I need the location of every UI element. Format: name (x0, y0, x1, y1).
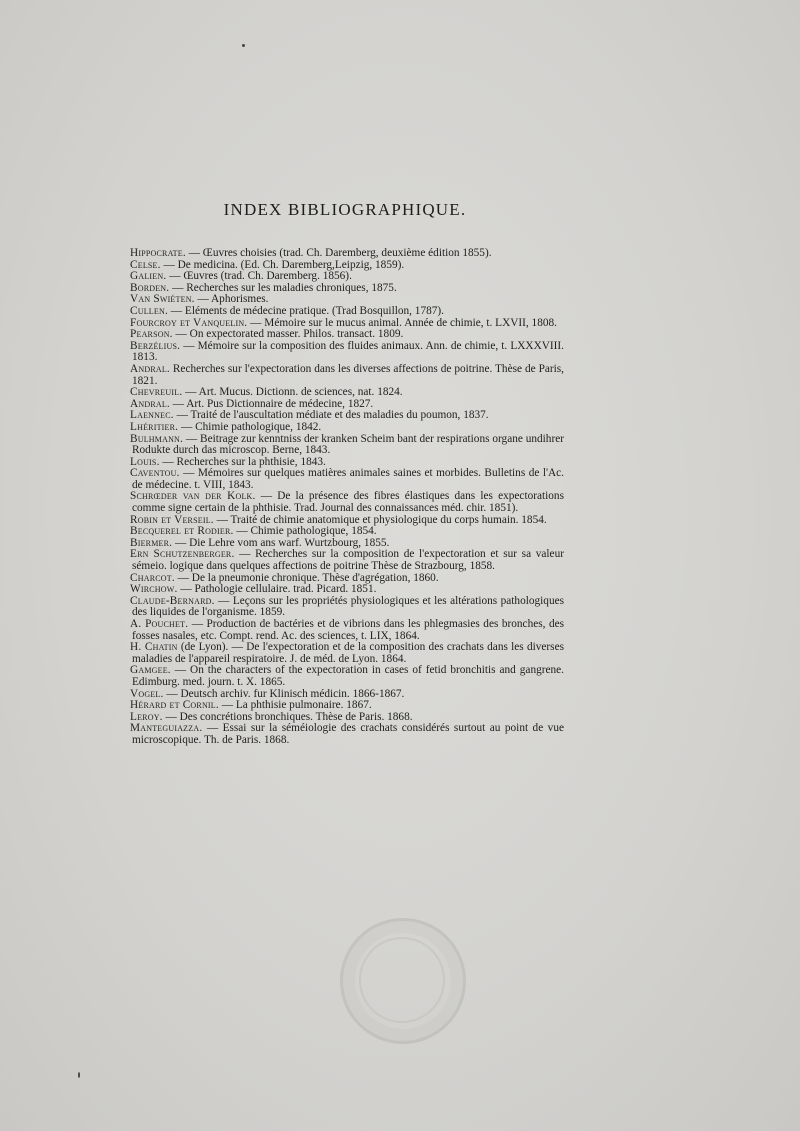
entry-description: — Die Lehre vom ans warf. Wurtzbourg, 1855. (172, 536, 390, 549)
entry-description: — Aphorismes. (194, 293, 269, 306)
entry-author: Andral. (130, 362, 170, 375)
entry-text (132, 619, 564, 642)
entry-description: — De medicina. (Ed. Ch. Daremberg,Leipzig, 1859). (160, 258, 405, 271)
entry-description: — Mémoire sur le mucus animal. Année de chimie, t. LXVII, 1808. (247, 316, 557, 329)
entry-description: Recherches sur l'expectoration dans les diverses affections de poitrine. Thèse de Paris, 1821. (132, 362, 564, 387)
bibliography-entry (132, 723, 564, 746)
entry-text (132, 364, 564, 387)
entry-description: — La phthisie pulmonaire. 1867. (218, 699, 372, 712)
entry-text (132, 549, 564, 572)
entry-description: — On expectorated masser. Philos. transact. 1809. (172, 328, 404, 341)
bibliography-entry (132, 596, 564, 619)
bibliography-entry (132, 491, 564, 514)
library-stamp-inner (359, 937, 445, 1023)
entry-description: — De la pneumonie chronique. Thèse d'agrégation, 1860. (174, 571, 439, 584)
entry-author: Celse. (130, 258, 161, 271)
entry-author: Robin et Verseil. (130, 513, 214, 526)
page-title: INDEX BIBLIOGRAPHIQUE. (223, 200, 467, 219)
entry-description: — Production de bactéries et de vibrions dans les phlegmasies des bronches, des fosses nasales, etc. Compt. rend. Ac. des sciences, t. LIX, 1864. (132, 618, 565, 642)
bibliography-entry (132, 364, 564, 387)
entry-description: — Art. Mucus. Dictionn. de sciences, nat. 1824. (182, 386, 403, 399)
entry-text (132, 468, 564, 491)
bibliography-entry (132, 468, 564, 491)
entry-author: Biermer. (130, 536, 173, 549)
entry-author: Hérard et Cornil. (130, 699, 219, 712)
entry-description: — Chimie pathologique, 1842. (178, 420, 322, 433)
entry-author: Louis. (130, 455, 160, 468)
entry-description: — Mémoire sur la composition des fluides animaux. Ann. de chimie, t. LXXXVIII. 1813. (132, 339, 564, 364)
entry-author: Leroy. (130, 710, 163, 723)
entry-description: — Deutsch archiv. fur Klinisch médicin. 1866-1867. (163, 687, 405, 700)
entry-description: — Essai sur la séméiologie des crachats considérés surtout au point de vue microscopique. Th. de Paris. 1868. (132, 722, 564, 746)
entry-description: — Recherches sur les maladies chroniques, 1875. (169, 281, 397, 294)
entry-author: Pearson. (130, 328, 173, 341)
entry-author: Ern Schutzenberger. (130, 548, 235, 561)
entry-text (132, 596, 564, 619)
ink-speck (242, 44, 245, 47)
bibliography-list (132, 248, 564, 747)
bibliography-entry (132, 665, 564, 688)
bibliography-entry (132, 619, 564, 642)
entry-description: — Chimie pathologique, 1854. (233, 525, 377, 538)
entry-text (132, 642, 564, 665)
bibliography-entry (132, 549, 564, 572)
entry-author: Claude-Bernard. (130, 594, 215, 607)
entry-description: — Œuvres (trad. Ch. Daremberg. 1856). (166, 270, 352, 283)
entry-description: — Eléments de médecine pratique. (Trad Bosquillon, 1787). (167, 304, 444, 317)
entry-author: A. Pouchet. (130, 618, 189, 630)
entry-text (132, 491, 564, 514)
entry-author: Gamgee. (130, 664, 171, 677)
entry-author: Vogel. (130, 687, 164, 700)
entry-author: Berzélius. (130, 339, 181, 352)
entry-author: Borden. (130, 281, 170, 294)
entry-description: — Mémoires sur quelques matières animales saines et morbides. Bulletins de l'Ac. de médecine. t. VIII, 1843. (132, 467, 564, 491)
entry-author: Manteguiazza. (130, 722, 203, 735)
entry-description: — De la présence des fibres élastiques dans les expectorations comme signe certain de la phthisie. Trad. Journal des connaissances méd. chir. 1851). (132, 490, 564, 515)
entry-description: — Recherches sur la composition de l'expectoration et sur sa valeur sémeio. logique dans quelques affections de poitrine Thèse de Strazbourg, 1858. (132, 548, 564, 573)
entry-author: Laennec. (130, 409, 174, 422)
bibliography-entry (132, 341, 564, 364)
entry-author: Lhéritier. (130, 420, 179, 433)
entry-author: Caventou. (130, 467, 180, 480)
entry-author: Schrœder van der Kolk. (130, 490, 256, 503)
entry-description: — Leçons sur les propriétés physiologiques et les altérations pathologiques des liquides de l'organisme. 1859. (132, 594, 564, 619)
entry-description: — Œuvres choisies (trad. Ch. Daremberg, deuxième édition 1855). (185, 247, 492, 259)
entry-author: Hippocrate. (130, 247, 186, 259)
entry-description: (de Lyon). — De l'expectoration et de la composition des crachats dans les diverses maladies de l'appareil respiratoire. J. de méd. de Lyon. 1864. (132, 641, 564, 665)
entry-author: Chevreuil. (130, 386, 183, 399)
entry-description: — Art. Pus Dictionnaire de médecine, 1827. (169, 397, 374, 410)
entry-author: H. Chatin (130, 641, 178, 654)
library-stamp (340, 918, 466, 1044)
bibliography-entry (132, 434, 564, 457)
entry-text (132, 723, 564, 746)
entry-author: Becquerel et Rodier. (130, 525, 234, 538)
entry-description: — Recherches sur la phthisie, 1843. (159, 455, 326, 468)
entry-author: Andral. (130, 397, 170, 410)
entry-author: Bulhmann. (130, 432, 184, 445)
entry-text (132, 665, 564, 688)
entry-author: Wirchow. (130, 583, 178, 596)
entry-description: — Traité de l'auscultation médiate et des maladies du poumon, 1837. (173, 409, 489, 422)
entry-description: — Traité de chimie anatomique et physiologique du corps humain. 1854. (213, 513, 547, 526)
entry-description: — On the characters of the expectoration in cases of fetid bronchitis and gangrene. Edimburg. med. journ. t. X. 1865. (132, 664, 564, 688)
entry-author: Galien. (130, 270, 167, 283)
entry-description: — Beitrage zur kenntniss der kranken Scheim bant der respirations organe undihrer Rodukte durch das microscop. Berne, 1843. (132, 432, 564, 457)
entry-author: Cullen. (130, 304, 168, 317)
entry-text (132, 434, 564, 457)
ink-speck (78, 1072, 80, 1078)
entry-description: — Des concrétions bronchiques. Thèse de Paris. 1868. (162, 710, 413, 723)
entry-description: — Pathologie cellulaire. trad. Picard. 1851. (177, 583, 377, 596)
entry-text (132, 341, 564, 364)
entry-author: Fourcroy et Vanquelin. (130, 316, 248, 329)
entry-author: Charcot. (130, 571, 175, 584)
entry-author: Van Swiéten. (130, 293, 195, 306)
bibliography-entry (132, 642, 564, 665)
